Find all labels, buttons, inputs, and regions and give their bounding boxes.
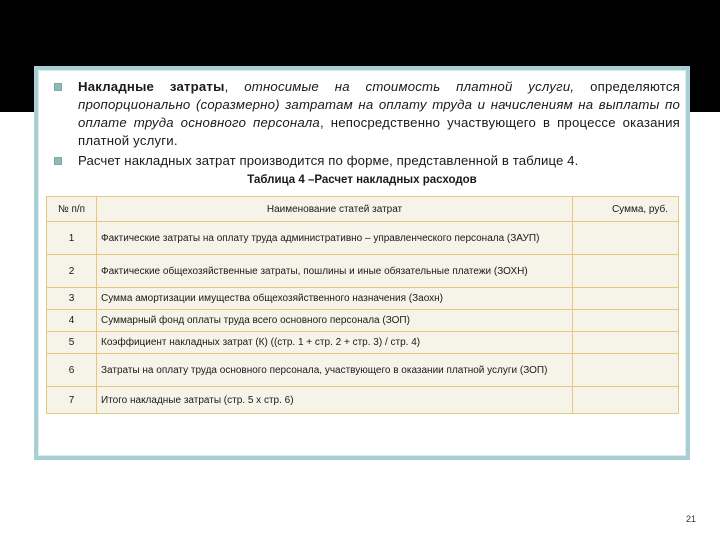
row-num: 7	[47, 387, 97, 414]
table-row	[47, 310, 679, 332]
row-sum	[573, 222, 679, 255]
row-name: Сумма амортизации имущества общехозяйственного назначения (Заохн)	[97, 288, 573, 310]
header-name: Наименование статей затрат	[97, 197, 573, 222]
table-header-row	[47, 197, 679, 222]
table-caption: Таблица 4 –Расчет накладных расходов	[247, 174, 477, 186]
row-sum	[573, 332, 679, 354]
row-name: Фактические затраты на оплату труда административно – управленческого персонала (ЗАУП)	[97, 222, 573, 255]
square-bullet-icon	[54, 83, 62, 91]
bullet-list	[48, 78, 680, 170]
row-sum	[573, 255, 679, 288]
table-row	[47, 222, 679, 255]
header-sum: Сумма, руб.	[573, 197, 679, 222]
plain-phrase-1: определяются	[574, 79, 680, 94]
header-num: № п/п	[47, 197, 97, 222]
row-name: Затраты на оплату труда основного персонала, участвующего в оказании платной услуги (ЗОП)	[97, 354, 573, 387]
table-row	[47, 255, 679, 288]
page-number: 21	[685, 514, 696, 524]
bullet-item-overhead-definition	[48, 78, 680, 150]
row-name: Фактические общехозяйственные затраты, пошлины и иные обязательные платежи (ЗОХН)	[97, 255, 573, 288]
table-row	[47, 288, 679, 310]
row-name: Коэффициент накладных затрат (К) ((стр. 1 + стр. 2 + стр. 3) / стр. 4)	[97, 332, 573, 354]
table-row	[47, 332, 679, 354]
row-sum	[573, 387, 679, 414]
table-row	[47, 354, 679, 387]
row-sum	[573, 354, 679, 387]
row-num: 1	[47, 222, 97, 255]
row-num: 2	[47, 255, 97, 288]
row-num: 6	[47, 354, 97, 387]
bullet-item-calculation-form	[48, 152, 680, 170]
bullet-text: Расчет накладных затрат производится по форме, представленной в таблице 4.	[78, 153, 579, 168]
row-num: 3	[47, 288, 97, 310]
italic-phrase-1: относимые на стоимость платной услуги,	[244, 79, 575, 94]
slide-content-frame	[34, 66, 690, 460]
table-row	[47, 387, 679, 414]
plain-phrase-2: , непосредственно участвующего в процессе оказания платной услуги.	[78, 115, 680, 148]
row-num: 5	[47, 332, 97, 354]
square-bullet-icon	[54, 157, 62, 165]
italic-phrase-2: пропорционально (соразмерно) затратам на оплату труда и начислениям на выплаты по оплате труда основного персонала	[78, 97, 680, 130]
term-separator: ,	[224, 79, 245, 94]
row-sum	[573, 288, 679, 310]
row-name: Итого накладные затраты (стр. 5 х стр. 6)	[97, 387, 573, 414]
row-num: 4	[47, 310, 97, 332]
row-sum	[573, 310, 679, 332]
row-name: Суммарный фонд оплаты труда всего основного персонала (ЗОП)	[97, 310, 573, 332]
term-bold: Накладные затраты	[78, 79, 225, 94]
overhead-expenses-table	[46, 196, 679, 414]
